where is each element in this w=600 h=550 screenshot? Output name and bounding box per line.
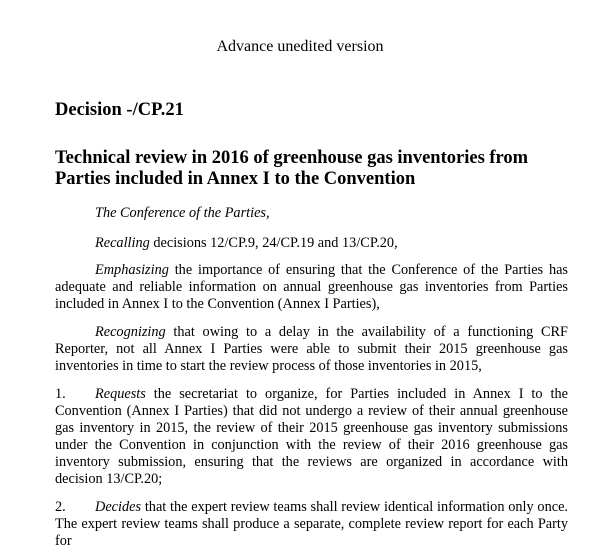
requests-verb: Requests: [95, 386, 146, 402]
paragraph-2-text: that the expert review teams shall review identical information only once. The expert review teams shall produce a separate, complete review report for each Party for: [55, 499, 568, 549]
paragraph-1-number: 1.: [55, 386, 66, 402]
recognizing-text: that owing to a delay in the availability of a functioning CRF Reporter, not all Annex I Parties were able to submit their 2015 greenhouse gas inventories in time to start the review process of those inventories in 2015,: [55, 324, 568, 374]
decision-number: Decision -/CP.21: [55, 100, 184, 120]
decides-verb: Decides: [95, 499, 142, 515]
emphasizing-verb: Emphasizing: [95, 262, 169, 278]
recalling-verb: Recalling: [95, 235, 150, 251]
conference-text: The Conference of the Parties,: [95, 205, 270, 221]
paragraph-2-number: 2.: [55, 499, 66, 515]
recognizing-verb: Recognizing: [95, 324, 166, 340]
preamble-conference: [55, 205, 568, 222]
preamble-recalling: [55, 235, 568, 252]
operative-paragraph-1: [55, 386, 568, 488]
operative-paragraph-2: [55, 499, 568, 550]
emphasizing-text: the importance of ensuring that the Conference of the Parties has adequate and reliable information on annual greenhouse gas inventories from Parties included in Annex I to the Convention (Annex I Parties),: [55, 262, 568, 312]
preamble-emphasizing: [55, 262, 568, 313]
version-label: Advance unedited version: [216, 38, 384, 55]
preamble-recognizing: [55, 324, 568, 375]
paragraph-1-text: the secretariat to organize, for Parties included in Annex I to the Convention (Annex I Parties) that did not undergo a review of their annual greenhouse gas inventory in 2015, the review of their 2015 greenhouse gas inventory submissions under the Convention in conjunction with the review of their 2016 greenhouse gas inventory submission, ensuring that the reviews are organized in accordance with decision 13/CP.20;: [55, 386, 568, 487]
recalling-text: decisions 12/CP.9, 24/CP.19 and 13/CP.20,: [149, 235, 398, 251]
document-body: [55, 205, 568, 550]
decision-title: Technical review in 2016 of greenhouse gas inventories from Parties included in Annex I to the Convention: [55, 148, 529, 189]
